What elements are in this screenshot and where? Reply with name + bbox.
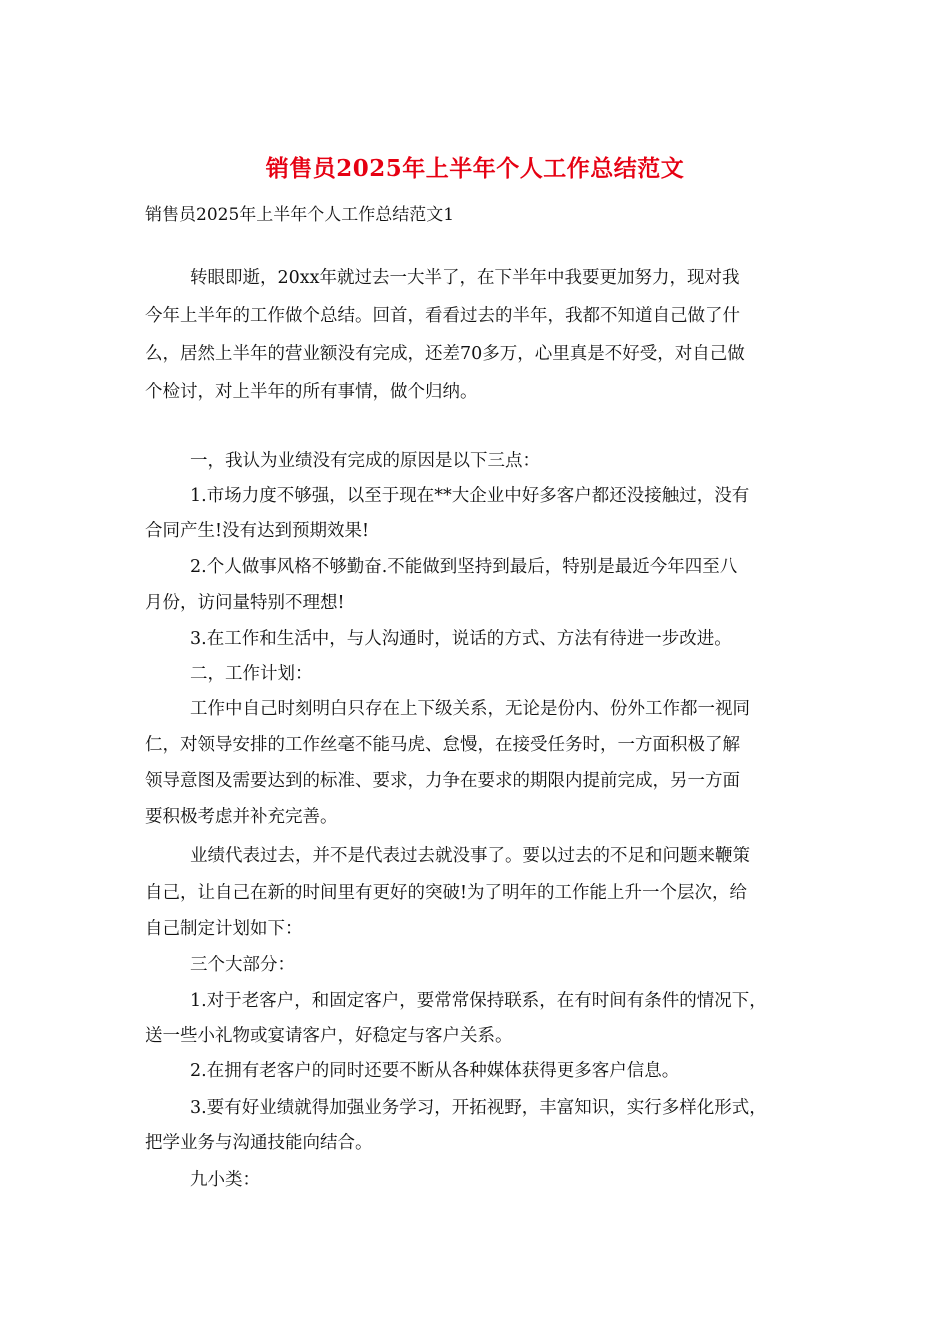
- section-heading: 二，工作计划：: [190, 664, 313, 684]
- paragraph-line: 业绩代表过去，并不是代表过去就没事了。要以过去的不足和问题来鞭策: [190, 846, 750, 866]
- paragraph-line: 2.在拥有老客户的同时还要不断从各种媒体获得更多客户信息。: [190, 1061, 680, 1081]
- paragraph-line: 工作中自己时刻明白只存在上下级关系，无论是份内、份外工作都一视同: [190, 699, 750, 719]
- paragraph-line: 仁，对领导安排的工作丝毫不能马虎、怠慢，在接受任务时，一方面积极了解: [145, 735, 740, 755]
- document-title: 销售员2025年上半年个人工作总结范文: [265, 155, 685, 182]
- paragraph-line: 3.在工作和生活中，与人沟通时，说话的方式、方法有待进一步改进。: [190, 629, 732, 649]
- paragraph-line: 月份，访问量特别不理想!: [145, 593, 345, 613]
- section-heading: 一，我认为业绩没有完成的原因是以下三点：: [190, 451, 540, 471]
- paragraph-line: 送一些小礼物或宴请客户，好稳定与客户关系。: [145, 1026, 513, 1046]
- paragraph-line: 2.个人做事风格不够勤奋.不能做到坚持到最后，特别是最近今年四至八: [190, 557, 738, 577]
- paragraph-line: 1.市场力度不够强，以至于现在**大企业中好多客户都还没接触过，没有: [190, 486, 750, 506]
- paragraph-line: 1.对于老客户，和固定客户，要常常保持联系，在有时间有条件的情况下，: [190, 991, 767, 1011]
- paragraph-line: 今年上半年的工作做个总结。回首，看看过去的半年，我都不知道自己做了什: [145, 306, 740, 326]
- paragraph-line: 自己制定计划如下：: [145, 919, 303, 939]
- paragraph-line: 领导意图及需要达到的标准、要求，力争在要求的期限内提前完成，另一方面: [145, 771, 740, 791]
- paragraph-line: 把学业务与沟通技能向结合。: [145, 1133, 373, 1153]
- paragraph-line: 么，居然上半年的营业额没有完成，还差70多万，心里真是不好受，对自己做: [145, 344, 745, 364]
- paragraph-line: 要积极考虑并补充完善。: [145, 807, 338, 827]
- paragraph-line: 3.要有好业绩就得加强业务学习，开拓视野，丰富知识，实行多样化形式，: [190, 1098, 767, 1118]
- section-heading: 九小类：: [190, 1170, 260, 1190]
- document-subtitle: 销售员2025年上半年个人工作总结范文1: [145, 205, 455, 225]
- paragraph-line: 转眼即逝，20xx年就过去一大半了，在下半年中我要更加努力，现对我: [190, 268, 740, 288]
- paragraph-line: 合同产生!没有达到预期效果!: [145, 521, 370, 541]
- section-heading: 三个大部分：: [190, 955, 295, 975]
- paragraph-line: 自己，让自己在新的时间里有更好的突破!为了明年的工作能上升一个层次，给: [145, 883, 748, 903]
- paragraph-line: 个检讨，对上半年的所有事情，做个归纳。: [145, 382, 478, 402]
